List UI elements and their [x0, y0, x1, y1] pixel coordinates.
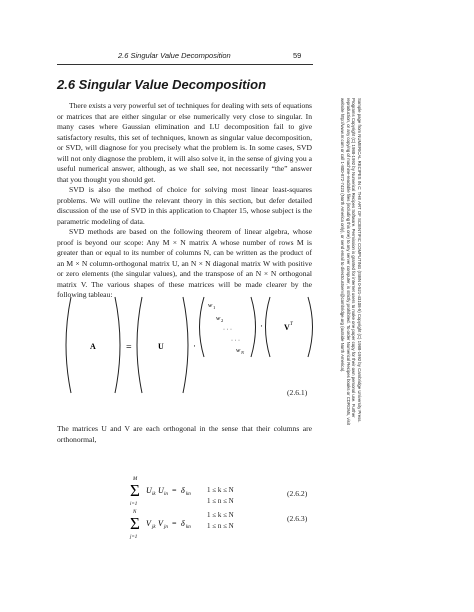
svd-tableau: [57, 293, 317, 403]
svg-text:=: =: [172, 519, 177, 528]
body-text: [57, 101, 312, 301]
svg-text:Σ: Σ: [130, 514, 140, 533]
page-number: 59: [293, 51, 302, 60]
svg-text:V: V: [146, 519, 151, 528]
paragraph-orthonormal: The matrices U and V are each orthogonal in the sense that their columns are orthonormal,: [57, 424, 312, 444]
svg-text:jn: jn: [164, 525, 168, 530]
svg-text:·: ·: [193, 341, 196, 351]
eq3-condition-n: 1 ≤ n ≤ N: [207, 522, 234, 530]
svg-text:N: N: [133, 510, 137, 515]
eq3-condition-k: 1 ≤ k ≤ N: [207, 511, 234, 519]
svg-text:2: 2: [221, 318, 224, 323]
svg-text:=: =: [126, 342, 132, 353]
svg-text:j=1: j=1: [130, 535, 138, 540]
svg-text:N: N: [241, 350, 245, 355]
svg-text:Σ: Σ: [130, 481, 140, 500]
header-rule: [57, 64, 313, 65]
matrix-u-label: U: [158, 342, 164, 351]
paragraph-intro: There exists a very powerful set of techniques for dealing with sets of equations or matrices that are either singular or else numerically very close to singular. In many cases where Gaussian elimination and LU decomposition fail to give satisfactory results, this set of techniques, known as singular value decomposition, or SVD, will diagnose for you precisely what the problem is. In some cases, SVD will not only diagnose the problem, it will also solve it, in the sense of giving you a useful numerical answer, although, as we shall see, not necessarily “the” answer that you thought you should get.: [57, 101, 312, 184]
svg-text:M: M: [133, 477, 138, 482]
svg-text:ik: ik: [152, 492, 156, 497]
copyright-sidebar: Sample page from NUMERICAL RECIPES IN C: THE ART OF SCIENTIFIC COMPUTING (ISBN 0-521-43108-5) Copyright (C) 1988-1992 by Cambridge University Press. Programs Copyright (C) 1988-1992 by Numerical Recipes Software. Permission is granted for internet users to make one paper copy for their own personal use. Further reproduction, or any copying of machine-readable files (including this one) to any server computer, is strictly prohibited. To order Numerical Recipes books or CDROMs, visit website http://www.nr.com or call 1-800-872-7423 (North America only), or send email to directcustserv@cambridge.org (outside North America).: [340, 98, 362, 425]
svg-text:1: 1: [213, 305, 216, 310]
svg-text:kn: kn: [186, 525, 191, 530]
svg-text:=: =: [172, 486, 177, 495]
w2-entry: w: [216, 315, 221, 322]
svg-text:U: U: [158, 486, 164, 495]
section-heading: 2.6 Singular Value Decomposition: [57, 77, 267, 92]
svg-text:i=1: i=1: [130, 502, 138, 507]
diagonal-dots-2: · · ·: [231, 338, 240, 344]
equation-number-2-6-2: (2.6.2): [287, 489, 308, 498]
equation-number-2-6-1: (2.6.1): [287, 388, 308, 397]
eq2-condition-n: 1 ≤ n ≤ N: [207, 497, 234, 505]
svg-text:T: T: [290, 322, 293, 327]
matrix-a-label: A: [90, 342, 96, 351]
wn-entry: w: [236, 347, 241, 354]
svg-text:·: ·: [260, 321, 263, 331]
matrix-vt-label: V: [284, 323, 290, 332]
svg-text:kn: kn: [186, 492, 191, 497]
paragraph-least-squares: SVD is also the method of choice for solving most linear least-squares problems. We will outline the relevant theory in this section, but defer detailed discussion of the use of SVD in this application to Chapter 15, whose subject is the parametric modeling of data.: [57, 185, 312, 226]
svg-text:U: U: [146, 486, 152, 495]
paragraph-theorem: SVD methods are based on the following theorem of linear algebra, whose proof is beyond our scope: Any M × N matrix A whose number of rows M is greater than or equal to its number of columns N, can be written as the product of an M × N column-orthogonal matrix U, an N × N diagonal matrix W with positive or zero elements (the singular values), and the transpose of an N × N orthogonal matrix V. The various shapes of these matrices will be made clearer by the following tableau:: [57, 227, 312, 299]
running-header-title: 2.6 Singular Value Decomposition: [118, 51, 231, 60]
svg-text:in: in: [164, 492, 168, 497]
equation-number-2-6-3: (2.6.3): [287, 514, 308, 523]
equation-2-6-3: [128, 507, 208, 541]
diagonal-dots: · · ·: [223, 327, 232, 333]
w1-entry: w: [208, 302, 213, 309]
svg-text:V: V: [158, 519, 163, 528]
svg-text:δ: δ: [181, 486, 185, 495]
svg-text:jk: jk: [152, 525, 156, 530]
eq2-condition-k: 1 ≤ k ≤ N: [207, 486, 234, 494]
equation-2-6-2: [128, 474, 208, 508]
svg-text:δ: δ: [181, 519, 185, 528]
